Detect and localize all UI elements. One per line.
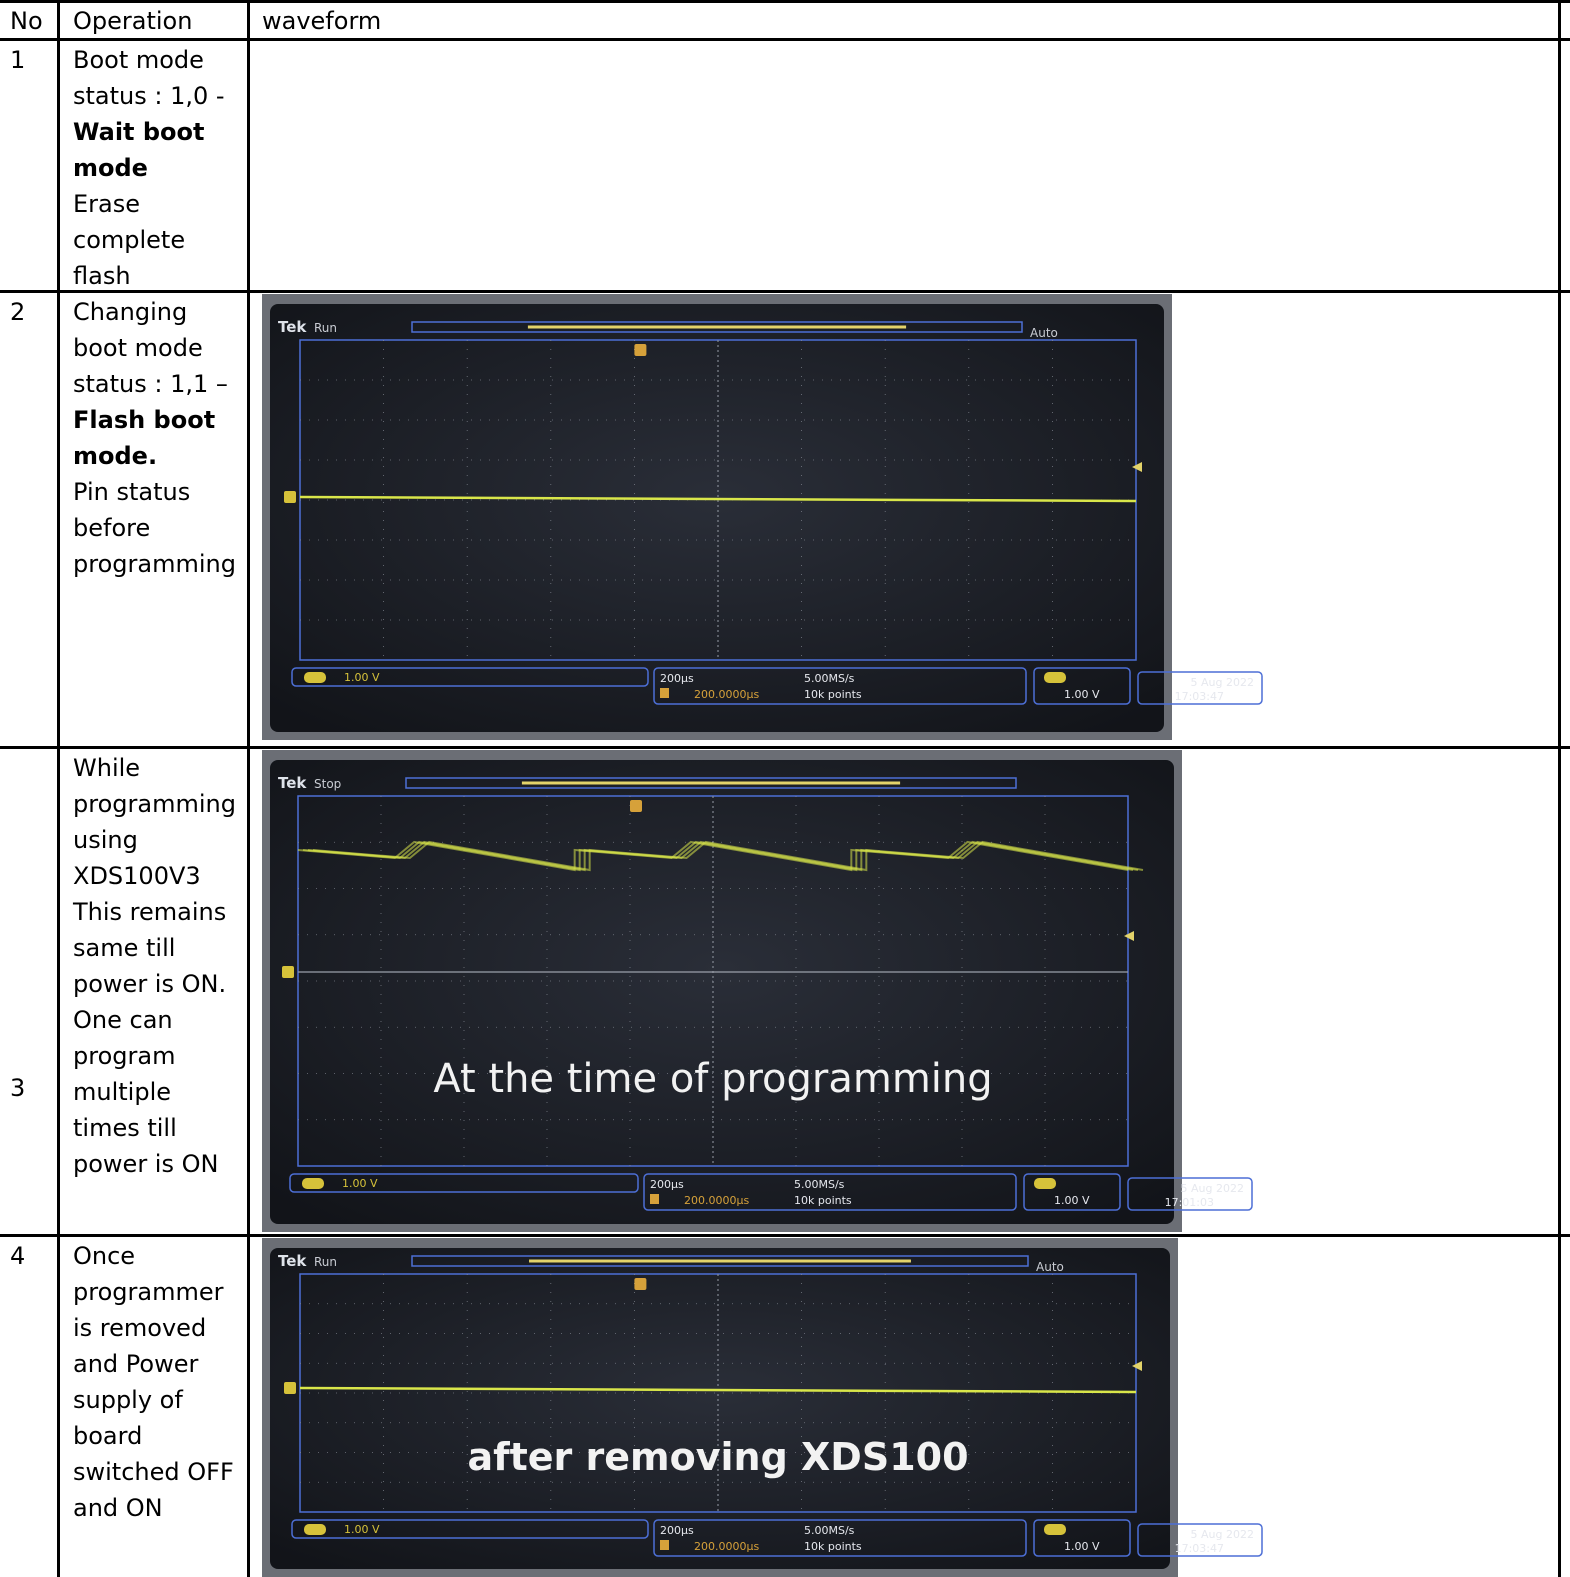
operation-line: switched OFF xyxy=(73,1458,234,1486)
header-waveform: waveform xyxy=(262,7,382,35)
row-1-no: 1 xyxy=(10,46,26,74)
channel-1-marker xyxy=(284,491,296,503)
timebase: 200µs xyxy=(650,1178,684,1191)
operation-line: status : 1,1 – xyxy=(73,370,228,398)
header-no: No xyxy=(10,7,43,35)
table-border-row3 xyxy=(0,1234,1570,1237)
scope-date: 5 Aug 2022 xyxy=(1190,676,1254,689)
trigger-position: 200.0000µs xyxy=(684,1194,750,1207)
row-1-operation xyxy=(73,42,225,294)
scope-time: 17:03:47 xyxy=(1174,1542,1224,1555)
scope-date: 5 Aug 2022 xyxy=(1190,1528,1254,1541)
operation-line: flash xyxy=(73,262,131,290)
trigger-position: 200.0000µs xyxy=(694,1540,760,1553)
table-border-col2 xyxy=(247,0,250,1577)
operation-line: Pin status xyxy=(73,478,191,506)
operation-line: While xyxy=(73,754,141,782)
operation-line: programmer xyxy=(73,1278,224,1306)
channel-1-marker xyxy=(282,966,294,978)
operation-line: and Power xyxy=(73,1350,199,1378)
trigger-level: 1.00 V xyxy=(1054,1194,1090,1207)
channel-1-badge xyxy=(304,1524,326,1535)
operation-line: This remains xyxy=(73,898,227,926)
trigger-position-marker xyxy=(634,1278,646,1290)
operation-line: Changing xyxy=(73,298,188,326)
scope-state: Stop xyxy=(314,777,342,791)
operation-line: Once xyxy=(73,1242,136,1270)
operation-line: power is ON xyxy=(73,1150,219,1178)
table-border-right xyxy=(1558,0,1561,1577)
overlay-caption: At the time of programming xyxy=(433,1056,993,1102)
timebase: 200µs xyxy=(660,1524,694,1537)
scope-time: 17:01:03 xyxy=(1164,1196,1214,1209)
operation-line: is removed xyxy=(73,1314,207,1342)
row-2-operation xyxy=(73,294,236,582)
scope-state: Run xyxy=(314,1255,338,1269)
trigger-source-badge xyxy=(1044,672,1066,683)
channel-scale: 1.00 V xyxy=(344,1523,380,1536)
operation-line: multiple xyxy=(73,1078,172,1106)
sample-rate: 5.00MS/s xyxy=(804,672,855,685)
trigger-pos-badge xyxy=(660,688,669,698)
operation-line: complete xyxy=(73,226,186,254)
scope-screen xyxy=(262,1238,1254,1577)
operation-line: One can xyxy=(73,1006,173,1034)
operation-line: before xyxy=(73,514,151,542)
trigger-mode: Auto xyxy=(1036,1260,1064,1274)
channel-1-badge xyxy=(304,672,326,683)
operation-line: status : 1,0 - xyxy=(73,82,225,110)
scope-screen xyxy=(262,750,1244,1232)
channel-1-badge xyxy=(302,1178,324,1189)
operation-line: and ON xyxy=(73,1494,163,1522)
table-border-header xyxy=(0,38,1570,41)
operation-line: XDS100V3 xyxy=(73,862,201,890)
trigger-pos-badge xyxy=(650,1194,659,1204)
row-4-operation xyxy=(73,1238,234,1526)
trigger-source-badge xyxy=(1044,1524,1066,1535)
operation-line: Flash boot xyxy=(73,406,216,434)
trigger-source-badge xyxy=(1034,1178,1056,1189)
operation-line: same till xyxy=(73,934,176,962)
scope-screen xyxy=(262,294,1254,740)
oscilloscope-photo-row-4 xyxy=(262,1238,1254,1577)
sample-rate: 5.00MS/s xyxy=(794,1178,845,1191)
trigger-position: 200.0000µs xyxy=(694,688,760,701)
trigger-position-marker xyxy=(634,344,646,356)
table-border-col1 xyxy=(57,0,60,1577)
trigger-mode: Auto xyxy=(1030,326,1058,340)
sample-rate: 5.00MS/s xyxy=(804,1524,855,1537)
operation-line: board xyxy=(73,1422,143,1450)
operation-line: Erase xyxy=(73,190,141,218)
record-length: 10k points xyxy=(804,1540,862,1553)
oscilloscope-photo-row-2 xyxy=(262,294,1254,740)
operation-line: mode xyxy=(73,154,148,182)
channel-scale: 1.00 V xyxy=(342,1177,378,1190)
table-border-top xyxy=(0,0,1570,3)
operation-line: programming xyxy=(73,550,236,578)
oscilloscope-photo-row-3 xyxy=(262,750,1244,1232)
timebase: 200µs xyxy=(660,672,694,685)
operation-line: power is ON. xyxy=(73,970,227,998)
scope-display xyxy=(270,760,1174,1224)
operation-line: mode. xyxy=(73,442,158,470)
channel-1-marker xyxy=(284,1382,296,1394)
row-3-no: 3 xyxy=(10,1074,26,1102)
header-operation: Operation xyxy=(73,7,193,35)
table-border-row2 xyxy=(0,746,1570,749)
record-length: 10k points xyxy=(804,688,862,701)
operation-line: programming xyxy=(73,790,236,818)
operation-line: Boot mode xyxy=(73,46,204,74)
scope-state: Run xyxy=(314,321,338,335)
row-3-operation xyxy=(73,750,236,1182)
trigger-pos-badge xyxy=(660,1540,669,1550)
table-border-row1 xyxy=(0,290,1570,293)
row-2-no: 2 xyxy=(10,298,26,326)
scope-brand: Tek xyxy=(278,1252,307,1270)
operation-line: boot mode xyxy=(73,334,203,362)
channel-scale: 1.00 V xyxy=(344,671,380,684)
scope-time: 17:03:47 xyxy=(1174,690,1224,703)
record-length: 10k points xyxy=(794,1194,852,1207)
operation-line: using xyxy=(73,826,138,854)
scope-date: 5 Aug 2022 xyxy=(1180,1182,1244,1195)
scope-brand: Tek xyxy=(278,774,307,792)
trigger-level: 1.00 V xyxy=(1064,688,1100,701)
trigger-position-marker xyxy=(630,800,642,812)
row-4-no: 4 xyxy=(10,1242,26,1270)
trigger-level: 1.00 V xyxy=(1064,1540,1100,1553)
operation-line: Wait boot xyxy=(73,118,205,146)
operation-line: program xyxy=(73,1042,176,1070)
operation-line: supply of xyxy=(73,1386,183,1414)
overlay-caption: after removing XDS100 xyxy=(467,1435,969,1479)
operation-line: times till xyxy=(73,1114,177,1142)
scope-brand: Tek xyxy=(278,318,307,336)
